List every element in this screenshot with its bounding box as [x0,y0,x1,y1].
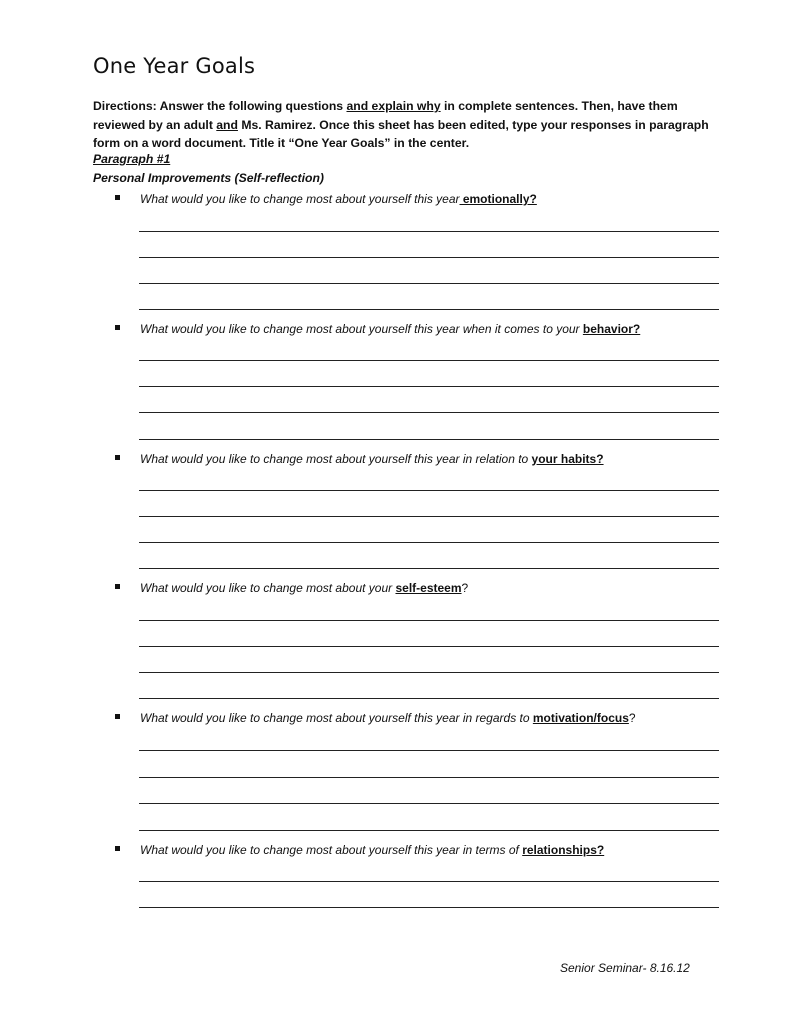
answer-line[interactable] [139,881,719,882]
question-text: What would you like to change most about yourself this year [140,192,460,206]
answer-line[interactable] [139,412,719,413]
question-suffix: ? [461,581,469,595]
answer-line[interactable] [139,542,719,543]
answer-line[interactable] [139,698,719,699]
question-keyword: self-esteem [395,581,462,595]
answer-line[interactable] [139,568,719,569]
question-keyword: behavior? [582,322,641,336]
question-keyword: motivation/focus [532,711,629,725]
answer-line[interactable] [139,231,719,232]
question-text: What would you like to change most about yourself this year in terms of [140,843,523,857]
directions-part-2: in complete sentences. Then, have them reviewed by an adult [93,99,678,132]
answer-line[interactable] [139,620,719,621]
question-text: What would you like to change most about yourself this year in relation to [140,452,532,466]
page-title: One Year Goals [93,54,256,78]
answer-line[interactable] [139,830,719,831]
answer-line[interactable] [139,309,719,310]
paragraph-label: Paragraph #1 [93,152,171,166]
bullet-icon [115,584,120,589]
directions-part-3: Ms. Ramirez. Once this sheet has been edited, type your responses in paragraph form on a word document. Title it “One Year Goals” in the center. [93,117,709,150]
directions-underline-2: and [216,117,238,132]
question-keyword: relationships? [522,843,605,857]
question-keyword: your habits? [531,452,604,466]
answer-line[interactable] [139,750,719,751]
answer-line[interactable] [139,283,719,284]
question-text: What would you like to change most about your [140,581,396,595]
question-keyword: emotionally? [459,192,537,206]
answer-line[interactable] [139,646,719,647]
answer-line[interactable] [139,516,719,517]
question-text: What would you like to change most about yourself this year when it comes to your [140,322,583,336]
directions-text [93,97,733,153]
directions-underline-1: and explain why [346,99,441,113]
answer-line[interactable] [139,360,719,361]
bullet-icon [115,325,120,330]
answer-line[interactable] [139,907,719,908]
bullet-icon [115,846,120,851]
directions-part-1: Directions: Answer the following questions [93,99,347,113]
section-title: Personal Improvements (Self-reflection) [93,171,324,185]
question-text: What would you like to change most about yourself this year in regards to [140,711,533,725]
answer-line[interactable] [139,777,719,778]
answer-line[interactable] [139,803,719,804]
answer-line[interactable] [139,490,719,491]
question-suffix: ? [628,711,636,725]
bullet-icon [115,195,120,200]
bullet-icon [115,714,120,719]
footer-text: Senior Seminar- 8.16.12 [560,961,690,975]
answer-line[interactable] [139,386,719,387]
answer-line[interactable] [139,439,719,440]
answer-line[interactable] [139,672,719,673]
answer-line[interactable] [139,257,719,258]
bullet-icon [115,455,120,460]
